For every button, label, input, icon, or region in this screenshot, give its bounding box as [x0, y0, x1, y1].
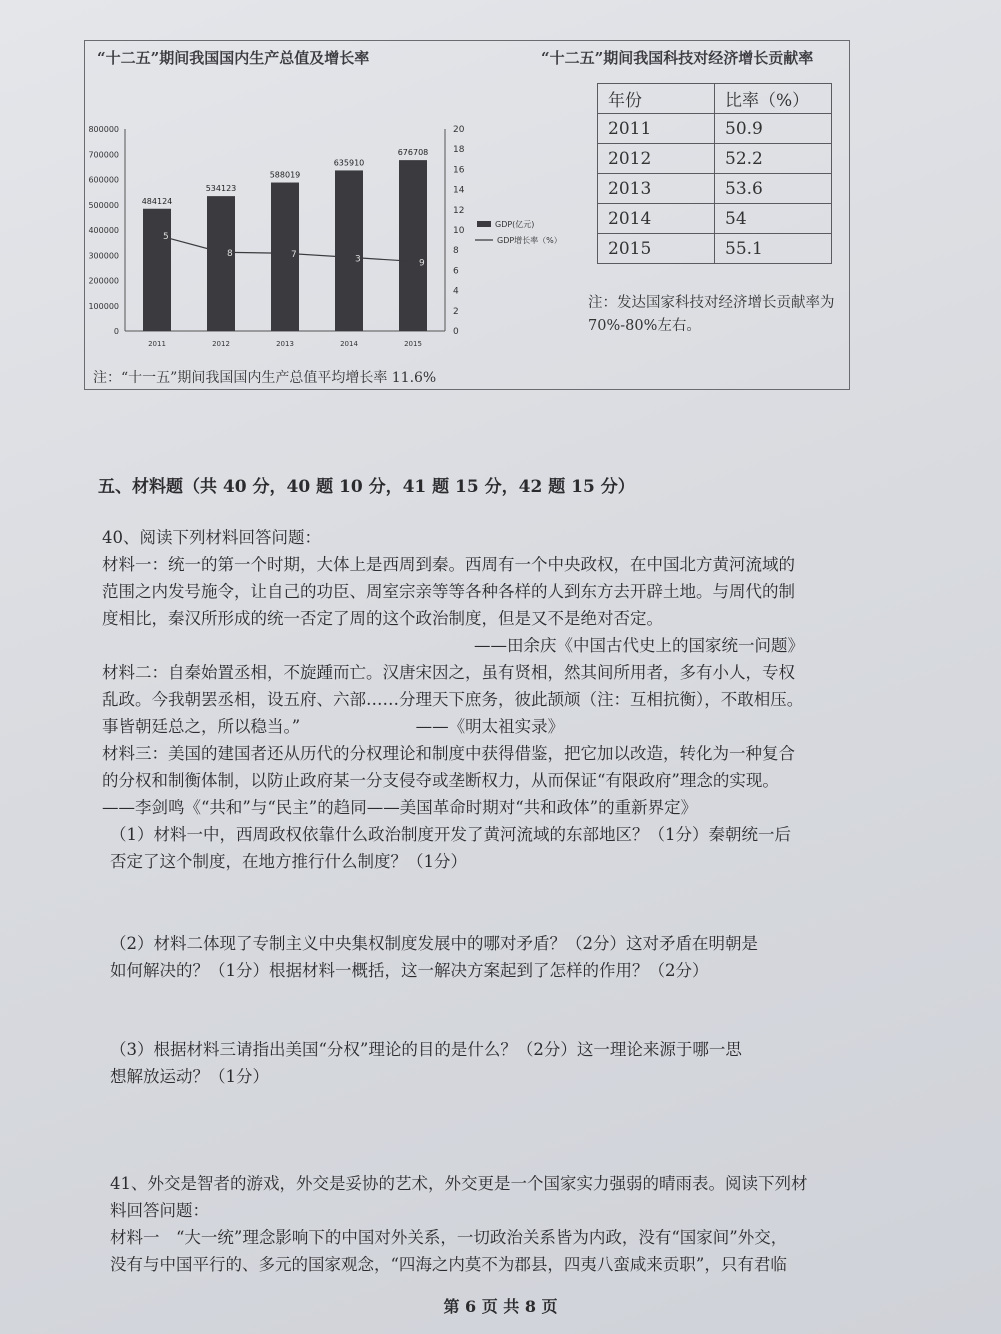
year-cell: 2015: [598, 234, 715, 264]
q40-m2-line: 事皆朝廷总之，所以稳当。” ——《明太祖实录》: [102, 717, 565, 736]
bar-data-label: 588019: [269, 170, 301, 180]
x-tick-label: 2011: [148, 340, 166, 348]
q40-m3-line: 的分权和制衡体制，以防止政府某一分支侵夺或垄断权力，从而保证“有限政府”理念的实现。: [102, 771, 779, 790]
y-tick-label-left: 600000: [88, 175, 119, 185]
question-41: [102, 1170, 864, 1278]
rate-cell: 53.6: [715, 174, 832, 204]
line-data-label: 9: [419, 258, 425, 269]
table-row: [598, 144, 832, 174]
q41-m1-line: 没有与中国平行的、多元的国家观念，“四海之内莫不为郡县，四夷八蛮咸来贡职”，只有君临: [110, 1255, 787, 1274]
y-tick-label-right: 4: [453, 286, 459, 297]
bar-data-label: 676708: [397, 148, 429, 158]
table-header-cell: 年份: [598, 84, 715, 114]
year-cell: 2012: [598, 144, 715, 174]
x-tick-label: 2012: [212, 340, 230, 348]
gdp-chart: [85, 41, 585, 361]
q41-m1-line: 材料一 “大一统”理念影响下的中国对外关系，一切政治关系皆为内政，没有“国家间”外交，: [110, 1228, 788, 1247]
line-data-label: 7: [291, 250, 297, 261]
line-data-label: 5: [163, 232, 169, 243]
table-note: 注：发达国家科技对经济增长贡献率为 70%-80%左右。: [588, 295, 835, 334]
q40-sub2-line: 如何解决的？（1分）根据材料一概括，这一解决方案起到了怎样的作用？（2分）: [110, 961, 709, 980]
q41-intro-line: 料回答问题：: [110, 1201, 209, 1220]
q41-intro-line: 41、外交是智者的游戏，外交是妥协的艺术，外交更是一个国家实力强弱的晴雨表。阅读下列材: [110, 1174, 808, 1193]
table-row: [598, 114, 832, 144]
y-tick-label-right: 14: [453, 185, 465, 196]
q40-m1-line: 材料一：统一的第一个时期，大体上是西周到秦。西周有一个中央政权，在中国北方黄河流域的: [102, 555, 795, 574]
q40-sub3-line: （3）根据材料三请指出美国“分权”理论的目的是什么？（2分）这一理论来源于哪一思: [110, 1040, 742, 1059]
q40-sub2-line: （2）材料二体现了专制主义中央集权制度发展中的哪对矛盾？（2分）这对矛盾在明朝是: [110, 934, 758, 953]
bar-data-label: 484124: [141, 196, 173, 206]
y-tick-label-left: 800000: [88, 125, 119, 134]
y-tick-label-right: 2: [453, 306, 459, 317]
bar-data-label: 534123: [205, 184, 237, 194]
y-tick-label-right: 8: [453, 246, 459, 257]
section-heading: 五、材料题（共 40 分，40 题 10 分，41 题 15 分，42 题 15 分）: [98, 477, 635, 497]
rate-cell: 52.2: [715, 144, 832, 174]
question-40: [102, 524, 864, 875]
year-cell: 2013: [598, 174, 715, 204]
y-tick-label-right: 16: [453, 165, 465, 176]
y-tick-label-left: 300000: [88, 251, 119, 261]
x-tick-label: 2014: [340, 340, 358, 348]
y-tick-label-left: 200000: [88, 276, 119, 286]
contribution-table-body: [598, 84, 832, 264]
y-tick-label-left: 400000: [88, 226, 119, 235]
x-tick-label: 2015: [404, 340, 422, 348]
x-tick-label: 2013: [276, 340, 294, 348]
table-header-cell: 比率（%）: [715, 84, 832, 114]
q40-sub3-line: 想解放运动？（1分）: [110, 1067, 269, 1086]
q40-m3-line: 材料三：美国的建国者还从历代的分权理论和制度中获得借鉴，把它加以改造，转化为一种复合: [102, 744, 795, 763]
q40-sub2: [102, 930, 864, 984]
line-data-label: 8: [227, 249, 233, 260]
y-tick-label-left: 700000: [88, 150, 119, 160]
rate-cell: 54: [715, 204, 832, 234]
q40-m1-line: 范围之内发号施令，让自己的功臣、周室宗亲等等各种各样的人到东方去开辟土地。与周代的制: [102, 582, 795, 601]
y-tick-label-left: 100000: [88, 301, 119, 311]
q40-m3-source: ——李剑鸣《“共和”与“民主”的趋同——美国革命时期对“共和政体”的重新界定》: [102, 798, 698, 817]
year-cell: 2014: [598, 204, 715, 234]
q40-sub1-line: 否定了这个制度，在地方推行什么制度？（1分）: [110, 852, 467, 871]
legend-bar-swatch: [477, 221, 491, 227]
table-row: [598, 204, 832, 234]
q40-m2-line: 乱政。今我朝罢丞相，设五府、六部……分理天下庶务，彼此颉颃（注：互相抗衡），不敢相压。: [102, 690, 804, 709]
y-tick-label-left: 0: [113, 327, 119, 336]
year-cell: 2011: [598, 114, 715, 144]
y-tick-label-right: 6: [453, 266, 459, 277]
y-tick-label-right: 10: [453, 226, 465, 236]
page-footer: 第 6 页 共 8 页: [443, 1297, 558, 1316]
y-tick-label-right: 0: [453, 327, 459, 337]
table-header-row: [598, 84, 832, 114]
table-row: [598, 234, 832, 264]
bar-data-label: 635910: [333, 158, 365, 168]
rate-cell: 50.9: [715, 114, 832, 144]
gdp-chart-title: “十二五”期间我国国内生产总值及增长率: [97, 49, 370, 67]
line-data-label: 3: [355, 254, 361, 265]
chart-note: 注：“十一五”期间我国国内生产总值平均增长率 11.6%: [93, 370, 437, 386]
bar: [143, 209, 171, 331]
y-tick-label-right: 18: [453, 145, 465, 156]
bar: [335, 170, 363, 331]
rate-cell: 55.1: [715, 234, 832, 264]
q40-m1-line: 度相比，秦汉所形成的统一否定了周的这个政治制度，但是又不是绝对否定。: [102, 609, 663, 628]
q40-intro: 40、阅读下列材料回答问题：: [102, 528, 321, 547]
y-tick-label-right: 20: [453, 125, 465, 135]
q40-sub3: [102, 1036, 864, 1090]
bar: [399, 160, 427, 331]
contribution-table: [597, 83, 832, 264]
figure-box: [84, 40, 850, 390]
y-tick-label-left: 500000: [88, 200, 119, 210]
legend-bar-label: GDP(亿元): [495, 220, 535, 229]
q40-sub1-line: （1）材料一中，西周政权依靠什么政治制度开发了黄河流域的东部地区？（1分）秦朝统一后: [110, 825, 791, 844]
table-row: [598, 174, 832, 204]
contribution-table-title: “十二五”期间我国科技对经济增长贡献率: [541, 49, 814, 67]
q40-m2-line: 材料二：自秦始置丞相，不旋踵而亡。汉唐宋因之，虽有贤相，然其间所用者，多有小人，专权: [102, 663, 795, 682]
y-tick-label-right: 12: [453, 205, 465, 216]
bar: [207, 196, 235, 331]
legend-line-label: GDP增长率（%）: [497, 236, 562, 245]
q40-m1-source: ——田余庆《中国古代史上的国家统一问题》: [474, 636, 804, 655]
